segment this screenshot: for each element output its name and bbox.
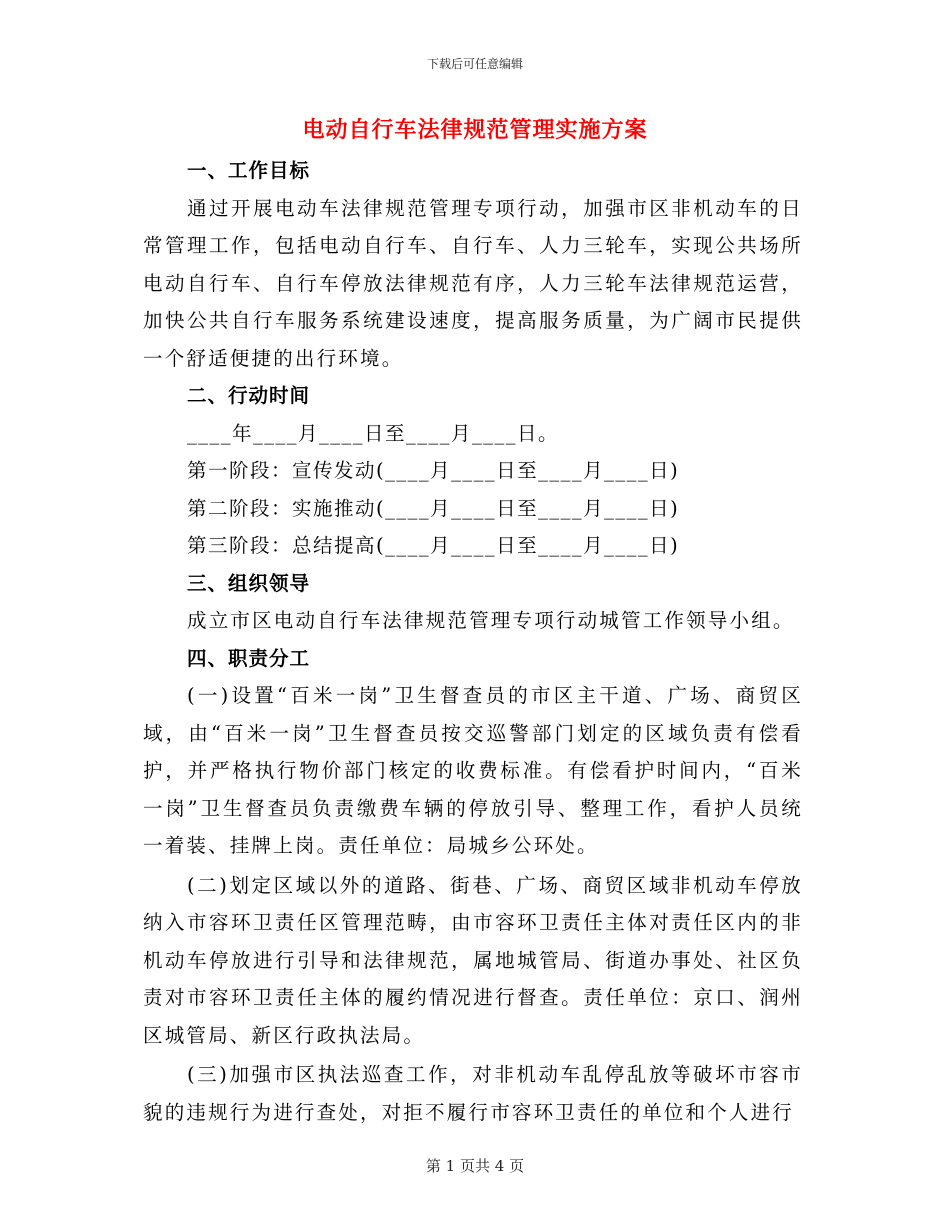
- phase-one-line: 第一阶段：宣传发动(____月____日至____月____日): [187, 459, 680, 482]
- phase-two-line: 第二阶段：实施推动(____月____日至____月____日): [187, 496, 680, 520]
- paragraph-duty-2: (二)划定区域以外的道路、街巷、广场、商贸区域非机动车停放纳入市容环卫责任区管理范畴，由市容环卫责任主体对责任区内的非机动车停放进行引导和法律规范，属地城管局、街道办事处、社区负责对市容环卫责任主体的履约情况进行督查。责任单位：京口、润州区城管局、新区行政执法局。: [143, 873, 803, 1047]
- paragraph-duty-3: (三)加强市区执法巡查工作，对非机动车乱停乱放等破坏市容市貌的违规行为进行查处，对拒不履行市容环卫责任的单位和个人进行: [143, 1063, 803, 1124]
- paragraph-organization: 成立市区电动自行车法律规范管理专项行动城管工作领导小组。: [187, 609, 795, 632]
- paragraph-goals: 通过开展电动车法律规范管理专项行动，加强市区非机动车的日常管理工作，包括电动自行车、自行车、人力三轮车，实现公共场所电动自行车、自行车停放法律规范有序，人力三轮车法律规范运营，加快公共自行车服务系统建设速度，提高服务质量，为广阔市民提供一个舒适便捷的出行环境。: [143, 196, 803, 370]
- section-heading-time: 二、行动时间: [187, 384, 311, 407]
- phase-three-line: 第三阶段：总结提高(____月____日至____月____日): [187, 534, 680, 557]
- section-heading-goals: 一、工作目标: [187, 159, 311, 182]
- paragraph-duty-1: (一)设置“百米一岗”卫生督查员的市区主干道、广场、商贸区域，由“百米一岗”卫生督查员按交巡警部门划定的区域负责有偿看护，并严格执行物价部门核定的收费标准。有偿看护时间内，“百米一岗”卫生督查员负责缴费车辆的停放引导、整理工作，看护人员统一着装、挂牌上岗。责任单位：局城乡公环处。: [143, 684, 803, 857]
- section-heading-duties: 四、职责分工: [187, 646, 311, 670]
- time-range-line: ____年____月____日至____月____日。: [187, 421, 560, 445]
- page-number: 第 1 页共 4 页: [425, 1157, 525, 1175]
- section-heading-organization: 三、组织领导: [187, 571, 311, 595]
- document-title: 电动自行车法律规范管理实施方案: [302, 117, 648, 143]
- document-body: [143, 152, 803, 1131]
- header-note: 下载后可任意编辑: [426, 57, 523, 71]
